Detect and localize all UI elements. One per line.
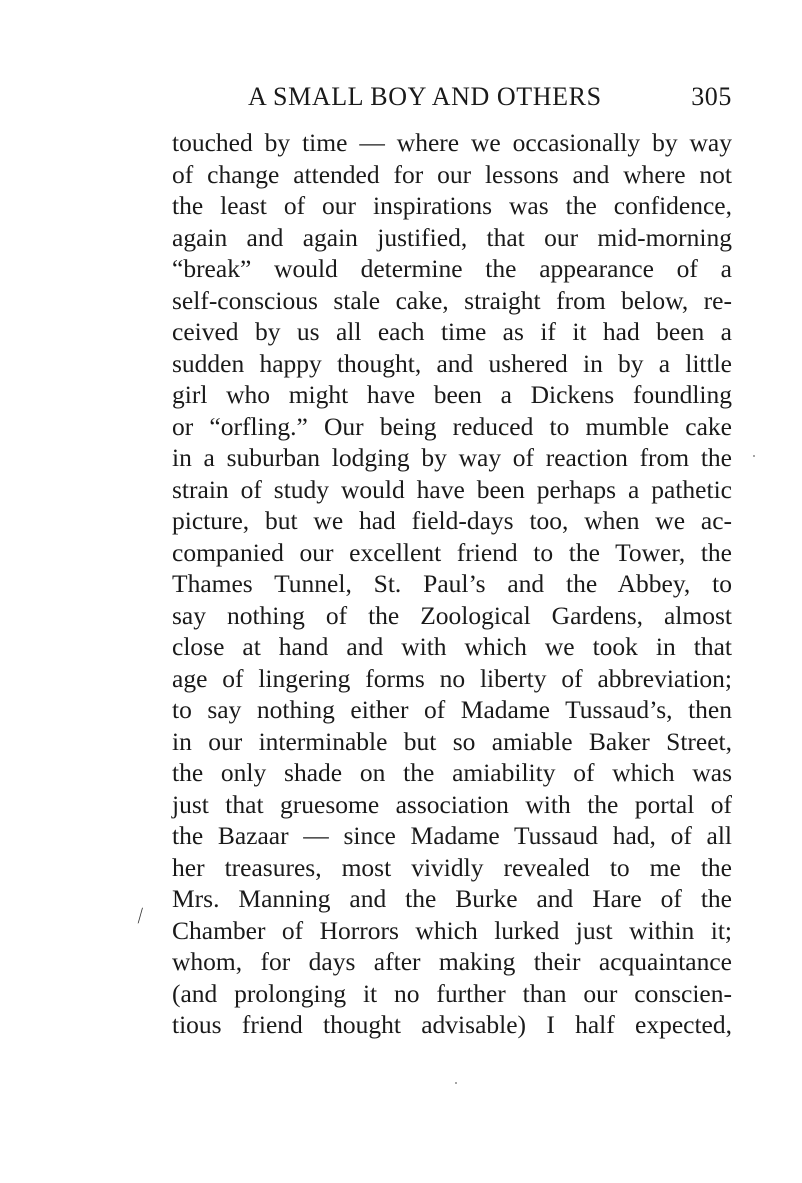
text-line: Thames Tunnel, St. Paul’s and the Abbey, to	[172, 569, 732, 598]
text-line: whom, for days after making their acquaintance	[172, 947, 732, 976]
text-line: the Bazaar — since Madame Tussaud had, of all	[172, 821, 732, 850]
text-line: in a suburban lodging by way of reaction from the	[172, 443, 732, 472]
text-line: sudden happy thought, and ushered in by a little	[172, 348, 732, 378]
text-line: say nothing of the Zoological Gardens, almost	[172, 600, 732, 630]
running-title: A SMALL BOY AND OTHERS	[248, 82, 602, 111]
text-line: the only shade on the amiability of which was	[172, 758, 732, 787]
text-line: picture, but we had field-days too, when we ac-	[172, 506, 732, 535]
scan-speck	[753, 455, 755, 457]
margin-pencil-mark: ⁄	[135, 905, 146, 927]
text-line: the least of our inspirations was the confidence,	[172, 191, 732, 220]
text-line: girl who might have been a Dickens foundling	[172, 380, 732, 409]
text-line: close at hand and with which we took in that	[172, 632, 732, 661]
text-line: of change attended for our lessons and where not	[172, 159, 732, 189]
text-line: companied our excellent friend to the Tower, the	[172, 537, 732, 567]
page-number: 305	[691, 82, 732, 111]
scan-speck	[455, 1082, 457, 1084]
text-line: Mrs. Manning and the Burke and Hare of the	[172, 884, 732, 913]
text-line: self-conscious stale cake, straight from below, re-	[172, 285, 732, 315]
text-line: her treasures, most vividly revealed to me the	[172, 852, 732, 882]
text-line: ceived by us all each time as if it had been a	[172, 317, 732, 346]
text-line: Chamber of Horrors which lurked just within it;	[172, 915, 732, 945]
text-line: age of lingering forms no liberty of abbreviation;	[172, 663, 732, 693]
text-line: (and prolonging it no further than our conscien-	[172, 978, 732, 1008]
text-line: strain of study would have been perhaps a pathetic	[172, 474, 732, 504]
text-line: just that gruesome association with the portal of	[172, 789, 732, 819]
text-line: to say nothing either of Madame Tussaud’s, then	[172, 695, 732, 724]
text-line: touched by time — where we occasionally by way	[172, 128, 732, 157]
running-head	[248, 80, 732, 116]
text-line: “break” would determine the appearance of a	[172, 254, 732, 283]
body-text	[172, 127, 732, 1041]
text-line: in our interminable but so amiable Baker Street,	[172, 726, 732, 756]
text-line: again and again justified, that our mid-morning	[172, 222, 732, 252]
text-line: or “orfling.” Our being reduced to mumble cake	[172, 411, 732, 441]
text-line: tious friend thought advisable) I half expected,	[172, 1010, 732, 1039]
